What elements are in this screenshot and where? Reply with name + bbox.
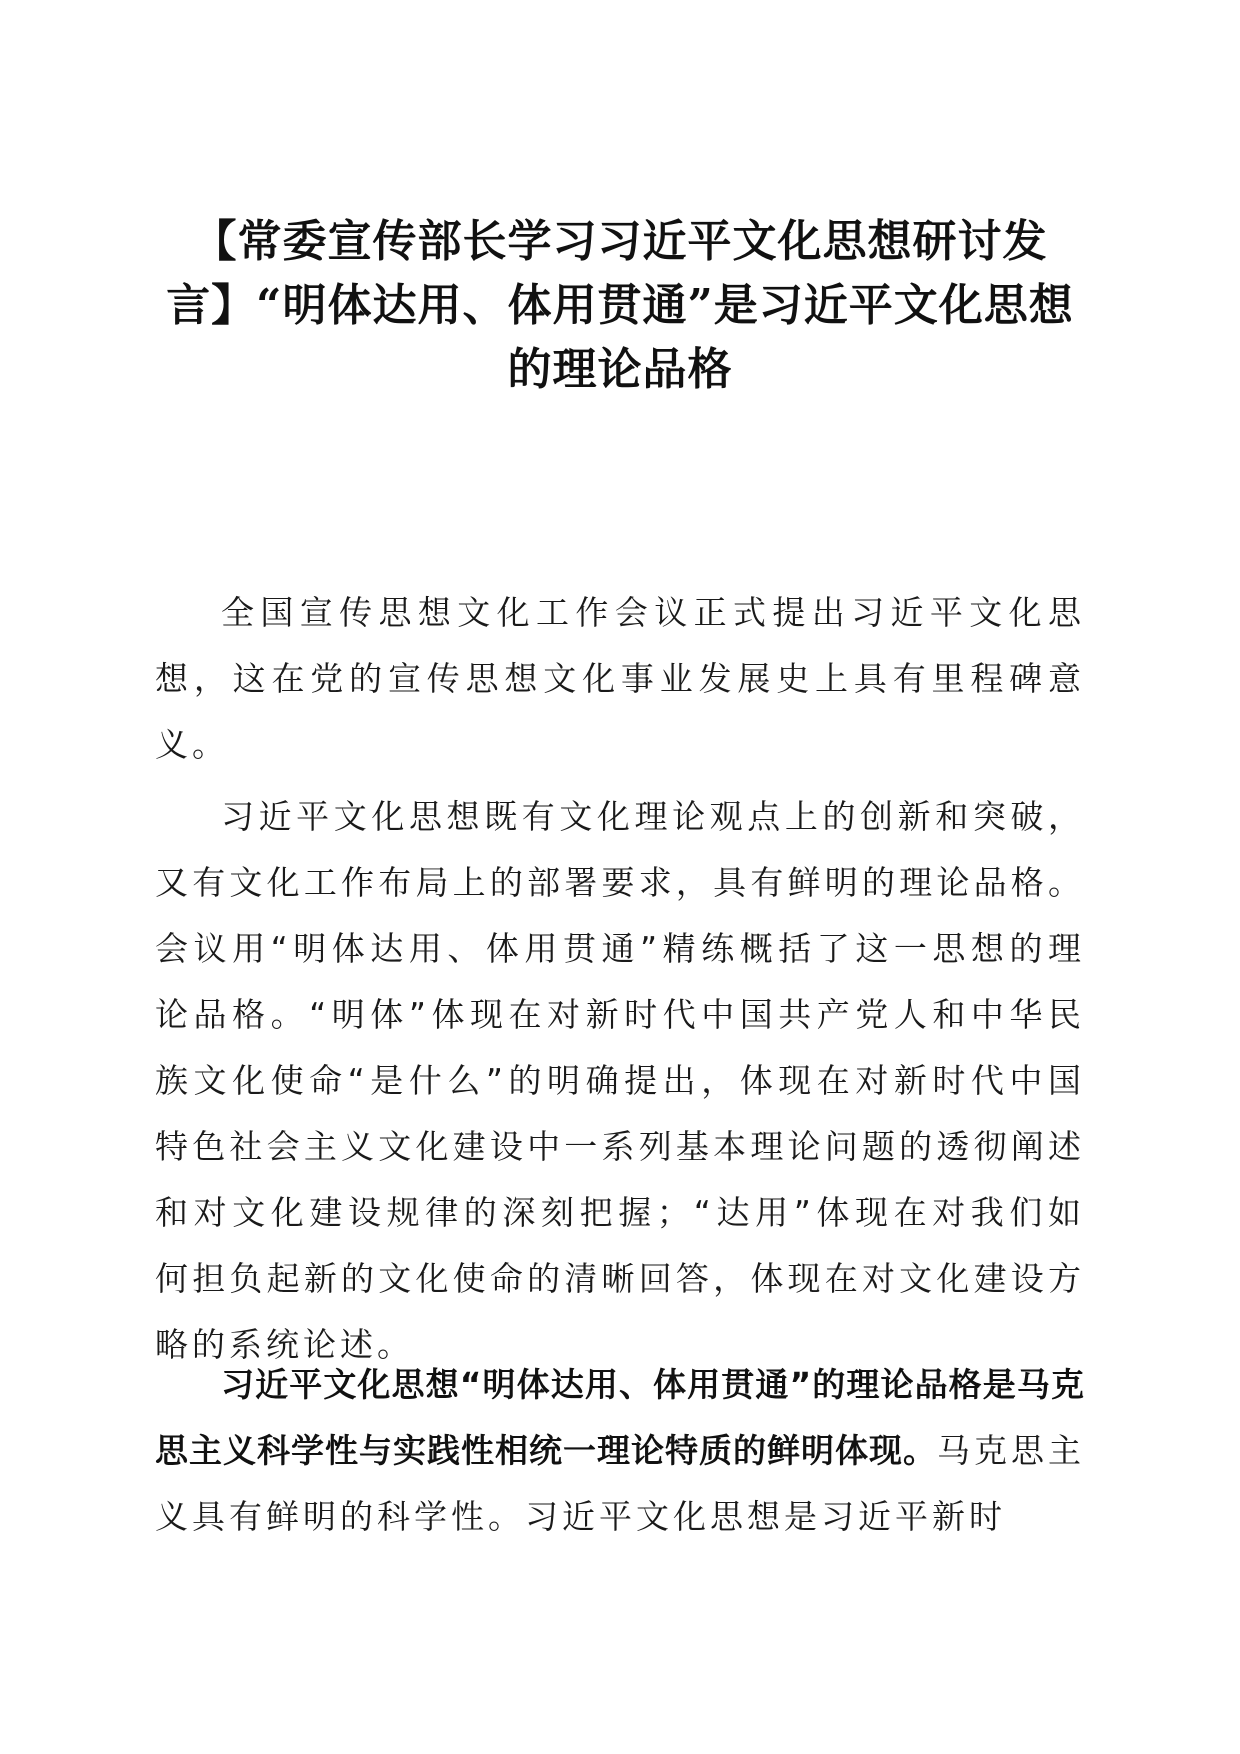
paragraph-3 bbox=[155, 1352, 1085, 1550]
document-title: 【常委宣传部长学习习近平文化思想研讨发言】“明体达用、体用贯通”是习近平文化思想的理论品格 bbox=[166, 216, 1074, 395]
paragraph-1: 全国宣传思想文化工作会议正式提出习近平文化思想，这在党的宣传思想文化事业发展史上具有里程碑意义。 bbox=[155, 593, 1085, 764]
paragraph-3-text: 马克思主义具有鲜明的科学性。习近平文化思想是习近平新时 bbox=[155, 1431, 1085, 1536]
paragraph-2: 习近平文化思想既有文化理论观点上的创新和突破，又有文化工作布局上的部署要求，具有鲜明的理论品格。会议用“明体达用、体用贯通”精练概括了这一思想的理论品格。“明体”体现在对新时代中国共产党人和中华民族文化使命“是什么”的明确提出，体现在对新时代中国特色社会主义文化建设中一系列基本理论问题的透彻阐述和对文化建设规律的深刻把握；“达用”体现在对我们如何担负起新的文化使命的清晰回答，体现在对文化建设方略的系统论述。 bbox=[155, 797, 1085, 1364]
paragraph-3-bold-lead: 习近平文化思想“明体达用、体用贯通”的理论品格是马克思主义科学性与实践性相统一理论特质的鲜明体现。 bbox=[155, 1365, 1085, 1470]
